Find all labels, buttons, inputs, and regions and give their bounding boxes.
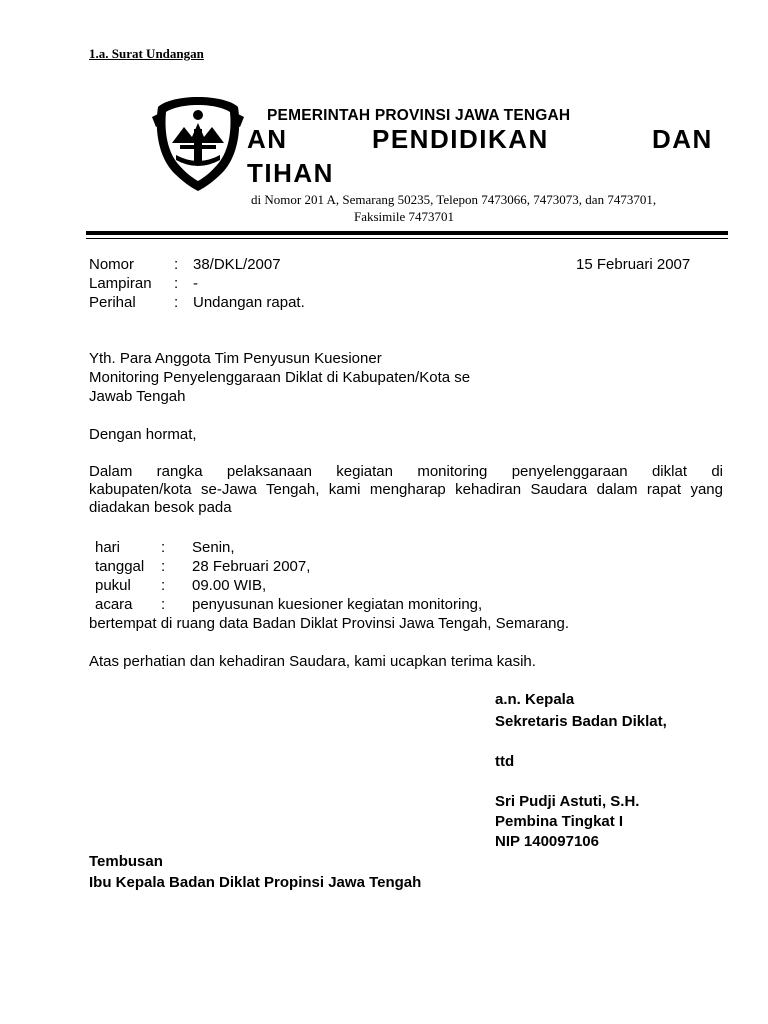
recipient-line1: Yth. Para Anggota Tim Penyusun Kuesioner	[89, 350, 382, 367]
signatory-nip: NIP 140097106	[495, 833, 599, 850]
letterhead-government: PEMERINTAH PROVINSI JAWA TENGAH	[267, 107, 571, 124]
province-emblem-icon	[150, 93, 246, 193]
body-line3: diadakan besok pada	[89, 499, 232, 516]
schedule-value-pukul: 09.00 WIB,	[192, 577, 267, 594]
schedule-value-tanggal: 28 Februari 2007,	[192, 558, 311, 575]
schedule-value-acara: penyusunan kuesioner kegiatan monitoring,	[192, 596, 483, 613]
schedule-colon: :	[161, 577, 166, 594]
perihal-label: Perihal	[89, 294, 136, 311]
cc-recipient: Ibu Kepala Badan Diklat Propinsi Jawa Tengah	[89, 874, 422, 891]
letterhead-agency-part3: DAN	[652, 124, 713, 154]
schedule-colon: :	[161, 539, 166, 556]
schedule-label-pukul: pukul	[95, 577, 131, 594]
signature-position: Sekretaris Badan Diklat,	[495, 713, 667, 730]
body-paragraph	[89, 463, 723, 517]
body-line1: Dalam rangka pelaksanaan kegiatan monitoring penyelenggaraan diklat di	[89, 463, 723, 480]
nomor-label: Nomor	[89, 256, 135, 273]
letterhead-address: di Nomor 201 A, Semarang 50235, Telepon 7473066, 7473073, dan 7473701,	[251, 192, 657, 207]
schedule-value-hari: Senin,	[192, 539, 235, 556]
schedule-label-acara: acara	[95, 596, 133, 613]
signatory-rank: Pembina Tingkat I	[495, 813, 624, 830]
recipient-line2: Monitoring Penyelenggaraan Diklat di Kabupaten/Kota se	[89, 369, 471, 386]
schedule-colon: :	[161, 596, 166, 613]
signature-on-behalf: a.n. Kepala	[495, 691, 575, 708]
closing-line: Atas perhatian dan kehadiran Saudara, kami ucapkan terima kasih.	[89, 653, 536, 670]
letterhead-fax: Faksimile 7473701	[353, 209, 455, 224]
greeting: Dengan hormat,	[89, 426, 197, 443]
schedule-label-hari: hari	[95, 539, 121, 556]
perihal-value: Undangan rapat.	[193, 294, 305, 311]
document-label: 1.a. Surat Undangan	[89, 46, 204, 61]
signatory-name: Sri Pudji Astuti, S.H.	[495, 793, 640, 810]
schedule-colon: :	[161, 558, 166, 575]
nomor-value: 38/DKL/2007	[193, 256, 281, 273]
location-line: bertempat di ruang data Badan Diklat Provinsi Jawa Tengah, Semarang.	[89, 615, 570, 632]
lampiran-value: -	[193, 275, 198, 292]
letterhead-agency-part2: PENDIDIKAN	[372, 124, 549, 154]
recipient-line3: Jawab Tengah	[89, 388, 186, 405]
lampiran-colon: :	[174, 275, 179, 292]
nomor-colon: :	[174, 256, 179, 273]
cc-title: Tembusan	[89, 853, 163, 870]
perihal-colon: :	[174, 294, 179, 311]
signature-ttd: ttd	[495, 753, 515, 770]
lampiran-label: Lampiran	[89, 275, 152, 292]
letterhead-divider-thick	[86, 231, 728, 235]
schedule-label-tanggal: tanggal	[95, 558, 145, 575]
letterhead-divider-thin	[86, 238, 728, 239]
letterhead-agency-part1: AN	[247, 124, 288, 154]
letter-date: 15 Februari 2007	[576, 256, 691, 273]
letterhead-agency-line2: TIHAN	[247, 158, 334, 188]
body-line2: kabupaten/kota se-Jawa Tengah, kami mengharap kehadiran Saudara dalam rapat yang	[89, 481, 723, 498]
